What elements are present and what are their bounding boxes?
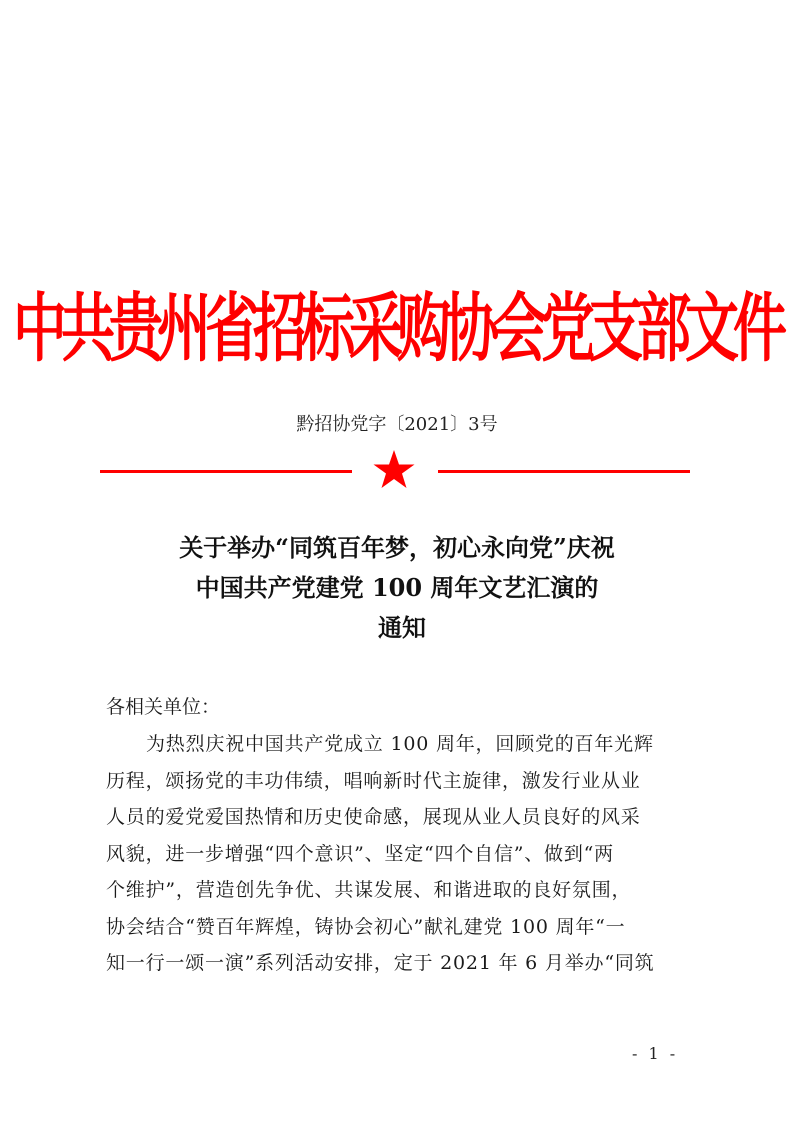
notice-body	[106, 689, 694, 982]
salutation: 各相关单位：	[106, 696, 221, 718]
page-number: - 1 -	[632, 1044, 679, 1063]
divider-line-right	[438, 470, 690, 473]
notice-title	[0, 528, 794, 648]
body-line: 历程，颂扬党的丰功伟绩，唱响新时代主旋律，激发行业从业	[106, 769, 641, 792]
body-line: 个维护”，营造创先争优、共谋发展、和谐进取的良好氛围，	[106, 879, 632, 901]
body-line: 协会结合“赞百年辉煌，铸协会初心”献礼建党 100 周年“一	[106, 915, 626, 938]
organization-header: 中共贵州省招标采购协会党支部文件	[13, 283, 781, 373]
title-line: 关于举办“同筑百年梦，初心永向党”庆祝	[179, 533, 615, 562]
title-line: 通知	[378, 613, 426, 642]
body-line: 风貌，进一步增强“四个意识”、坚定“四个自信”、做到“两	[106, 842, 614, 865]
title-line: 中国共产党建党 100 周年文艺汇演的	[195, 573, 599, 602]
body-line: 人员的爱党爱国热情和历史使命感，展现从业人员良好的风采	[106, 806, 641, 828]
document-number: 黔招协党字〔2021〕3号	[296, 414, 498, 435]
star-icon	[372, 448, 416, 492]
divider-line-left	[100, 470, 352, 473]
body-line: 为热烈庆祝中国共产党成立 100 周年，回顾党的百年光辉	[146, 733, 654, 755]
body-line: 知一行一颂一演”系列活动安排，定于 2021 年 6 月举办“同筑	[106, 952, 655, 974]
